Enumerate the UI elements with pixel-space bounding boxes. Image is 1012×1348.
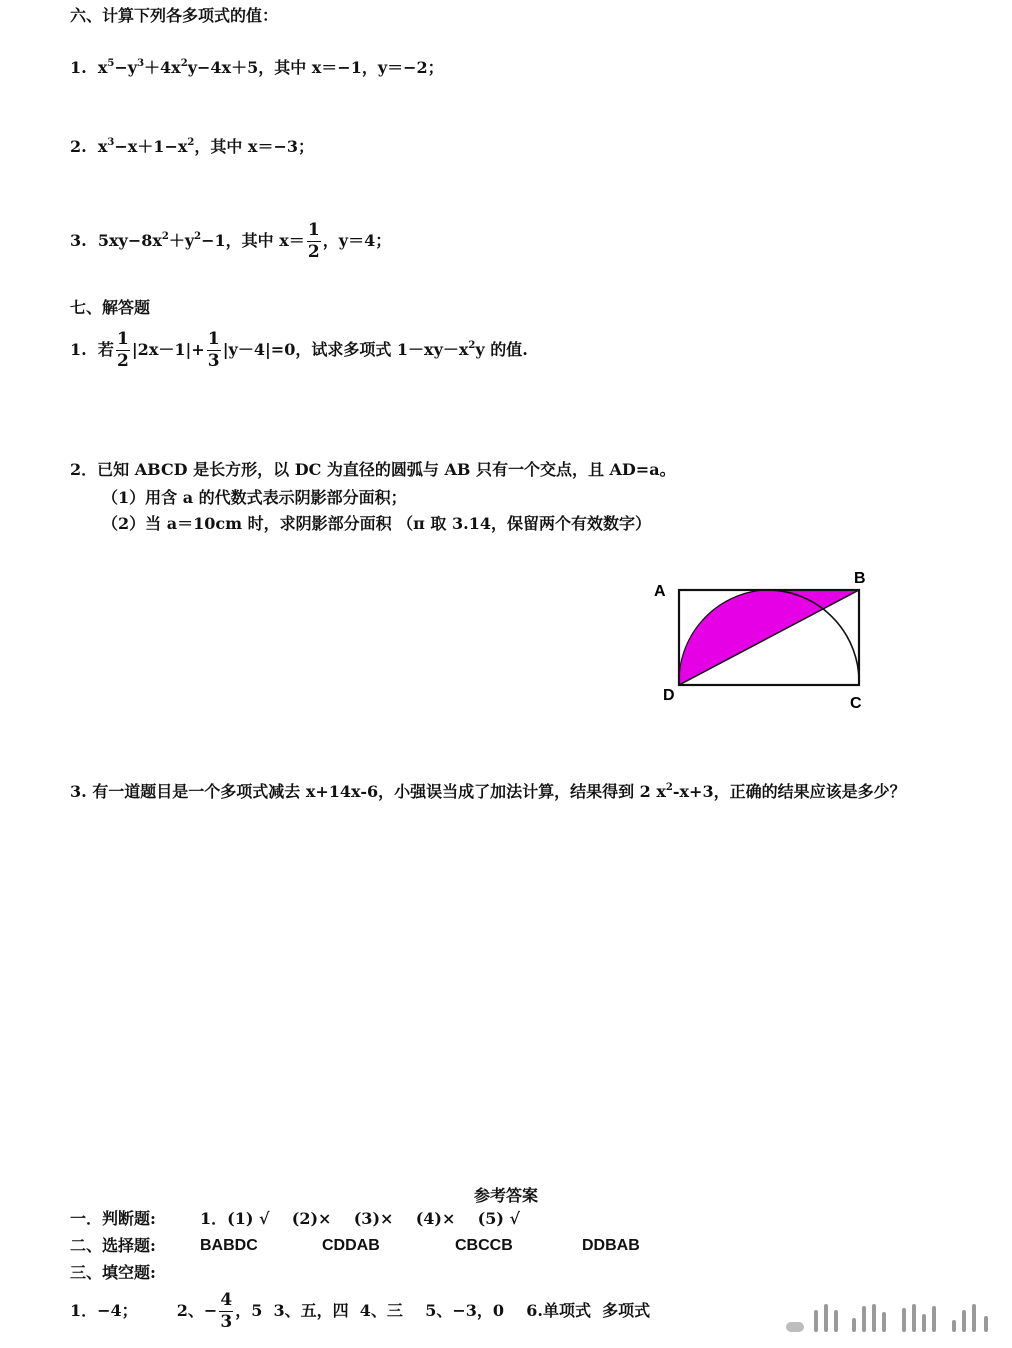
problem-6-1: 1. $x^5-y^3+4x^2y-4x+5$，其中 x＝−1，y＝−2； bbox=[70, 58, 444, 77]
watermark-bars bbox=[786, 1298, 1006, 1332]
problem-7-2-statement: 2．已知 ABCD 是长方形，以 DC 为直径的圆弧与 AB 只有一个交点，且 AD=a。 bbox=[70, 460, 676, 479]
problem-7-3: 3. 有一道题目是一个多项式减去 x+14x-6，小强误当成了加法计算，结果得到 2 $x^2-x+3$，正确的结果应该是多少？ bbox=[70, 782, 906, 801]
label-d: D bbox=[663, 687, 675, 704]
problem-6-3: 3. $5xy-8x^2+y^2-1$，其中 x＝ $\frac{1}{2}$ ，y＝4； bbox=[70, 220, 392, 262]
problem-6-2: 2. $x^3-x+1-x^2$，其中 x＝−3； bbox=[70, 137, 315, 156]
answer-row-judgement-values: 1．(1) √ (2)× (3)× (4)× (5) √ bbox=[200, 1209, 521, 1228]
rectangle-figure bbox=[648, 566, 878, 716]
fraction-one-half: $\frac{1}{2}$ bbox=[116, 329, 129, 371]
label-b: B bbox=[854, 570, 866, 587]
item-number: 1. bbox=[70, 340, 87, 359]
fraction-four-thirds: $\frac{4}{3}$ bbox=[220, 1290, 233, 1332]
fraction-one-half: $\frac{1}{2}$ bbox=[307, 220, 320, 262]
answer-row-fill-label: 三、填空题: bbox=[70, 1263, 156, 1282]
item-number: 3. bbox=[70, 231, 87, 250]
section6-title: 六、计算下列各多项式的值： bbox=[70, 6, 279, 25]
answer-row-choice-label: 二、选择题: bbox=[70, 1236, 156, 1255]
answer-choice-group-2: CDDAB bbox=[322, 1237, 380, 1254]
problem-7-2-part1: （1）用含 a 的代数式表示阴影部分面积； bbox=[102, 488, 407, 507]
item-number: 1. bbox=[70, 58, 87, 77]
answer-row-fill-values: 1．−4； 2、− $\frac{4}{3}$ ，5 3、五，四 4、三 5、−3，0 6.单项式 多项式 bbox=[70, 1290, 651, 1332]
answer-choice-group-3: CBCCB bbox=[455, 1237, 513, 1254]
fraction-one-third: $\frac{1}{3}$ bbox=[207, 329, 220, 371]
label-c: C bbox=[850, 695, 862, 712]
problem-7-2-part2: （2）当 a＝10cm 时，求阴影部分面积 （π 取 3.14，保留两个有效数字） bbox=[102, 514, 651, 533]
answers-title: 参考答案 bbox=[473, 1186, 538, 1205]
answer-choice-group-4: DDBAB bbox=[582, 1237, 640, 1254]
item-number: 2. bbox=[70, 137, 87, 156]
answer-row-judgement-label: 一．判断题: bbox=[70, 1209, 156, 1228]
section7-title: 七、解答题 bbox=[70, 298, 151, 317]
problem-7-1: 1. 若 $\frac{1}{2}$ |2x－1|+ $\frac{1}{3}$ |y－4|=0，试求多项式 $1-xy-x^2y$ 的值. bbox=[70, 329, 528, 371]
answer-choice-group-1: BABDC bbox=[200, 1237, 258, 1254]
label-a: A bbox=[654, 583, 666, 600]
